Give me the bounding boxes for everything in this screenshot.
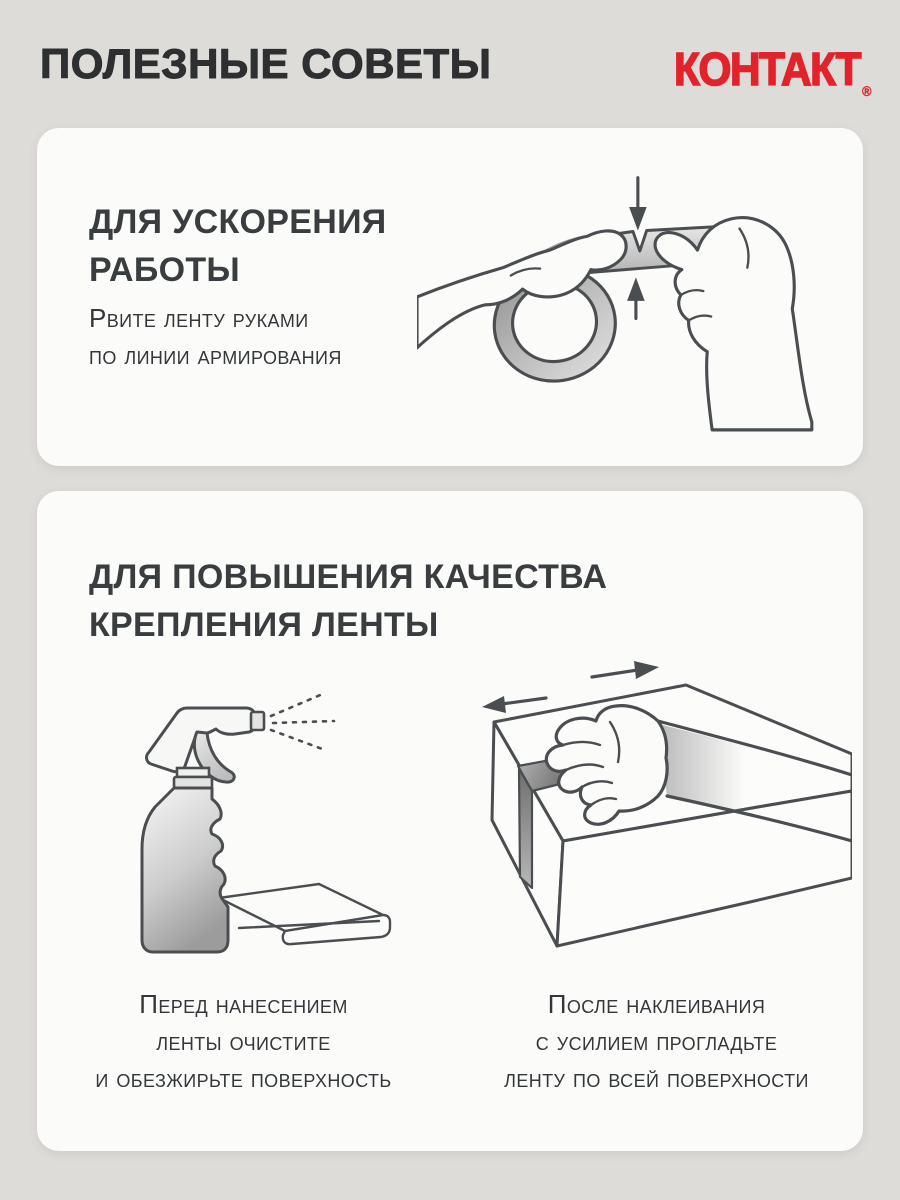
press-up-arrow <box>627 277 645 318</box>
caption-line: с усилием прогладьте <box>535 1026 778 1056</box>
rub-left-arrow <box>482 696 546 713</box>
figure-clean-surface <box>37 641 450 1097</box>
card-body-line: по линии армирования <box>89 340 342 370</box>
tip-card-speed <box>37 128 863 466</box>
nozzle <box>251 712 264 730</box>
figures-row <box>37 641 863 1097</box>
right-hand <box>655 218 812 430</box>
card-title-speed <box>89 198 387 294</box>
caption-line: и обезжирьте поверхность <box>95 1063 392 1093</box>
card-title-line: КРЕПЛЕНИЯ ЛЕНТЫ <box>89 606 439 644</box>
registered-mark: ® <box>862 83 872 99</box>
tip-card-quality <box>37 491 863 1151</box>
brand-logo <box>674 42 872 99</box>
card-title-quality <box>89 553 607 649</box>
bottle-body <box>142 788 228 952</box>
hand-on-box-drawing <box>462 644 852 976</box>
collar-ring <box>177 768 209 777</box>
rub-right-arrow <box>592 661 659 679</box>
hands-tearing-tape-drawing <box>417 153 847 438</box>
caption-line: После наклеивания <box>547 989 766 1019</box>
collar-ring <box>174 777 212 788</box>
card-title-line: ДЛЯ ПОВЫШЕНИЯ КАЧЕСТВА <box>89 558 608 596</box>
figure-smooth-tape <box>450 641 863 1097</box>
press-down-arrow <box>629 178 647 231</box>
tape-band-side <box>519 769 532 888</box>
brand-logo-text: КОНТАКТ <box>674 43 861 95</box>
caption-line: ленту по всей поверхности <box>504 1063 809 1093</box>
card-body-speed <box>89 300 342 374</box>
page-title: ПОЛЕЗНЫЕ СОВЕТЫ <box>40 40 492 87</box>
caption-clean-surface <box>37 986 450 1097</box>
surface-board <box>219 884 390 944</box>
spray-bottle-drawing <box>79 664 409 976</box>
caption-smooth-tape <box>450 986 863 1097</box>
caption-line: ленты очистите <box>156 1026 331 1056</box>
caption-line: Перед нанесением <box>139 989 348 1019</box>
card-title-line: РАБОТЫ <box>89 251 240 289</box>
spray-bottle-illustration <box>37 641 450 976</box>
spray-mist <box>271 693 334 750</box>
card-title-line: ДЛЯ УСКОРЕНИЯ <box>89 203 387 241</box>
tearing-tape-illustration <box>417 153 847 438</box>
card-body-line: Рвите ленту руками <box>89 303 309 333</box>
smoothing-tape-illustration <box>450 641 863 976</box>
